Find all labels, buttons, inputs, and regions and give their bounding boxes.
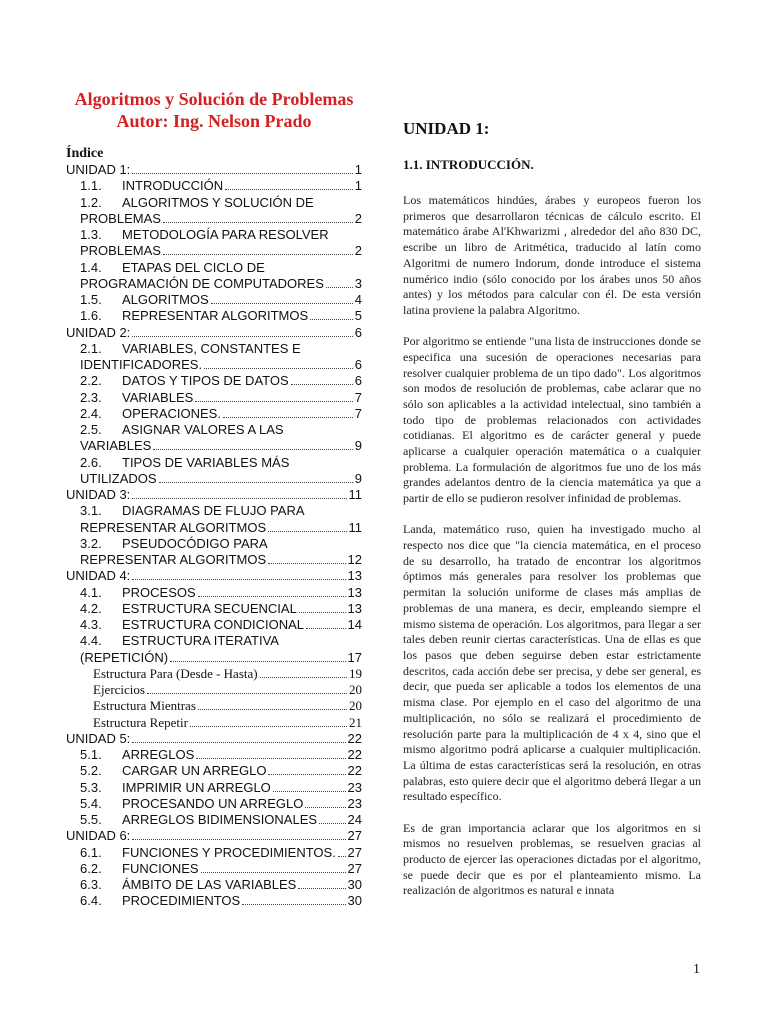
toc-page-number: 2 — [354, 210, 362, 226]
toc-entry[interactable] — [66, 292, 362, 308]
toc-entry-number: 6.1. — [80, 844, 102, 860]
toc-line — [93, 715, 362, 731]
toc-entry[interactable] — [66, 422, 362, 455]
toc-leader-dots — [310, 319, 353, 320]
toc-entry-title: DIAGRAMAS DE FLUJO PARA — [122, 503, 305, 519]
toc-page-number: 6 — [354, 357, 362, 372]
toc-entry-title: ALGORITMOS Y SOLUCIÓN DE — [122, 194, 314, 210]
toc-entry-title: PSEUDOCÓDIGO PARA — [122, 535, 268, 551]
toc-leader-dots — [153, 449, 352, 450]
toc-entry-title: DATOS Y TIPOS DE DATOS — [122, 373, 289, 389]
toc-entry-title: ESTRUCTURA CONDICIONAL — [122, 617, 305, 632]
toc-entry-title: ÁMBITO DE LAS VARIABLES — [122, 877, 297, 892]
toc-entry-number: 4.4. — [80, 633, 102, 649]
toc-entry[interactable] — [66, 780, 362, 796]
toc-leader-dots — [326, 287, 353, 288]
document-title: Algoritmos y Solución de Problemas — [74, 89, 354, 109]
toc-leader-dots — [223, 417, 353, 418]
toc-entry-number: 4.3. — [80, 617, 102, 632]
toc-unit-entry[interactable] — [66, 325, 362, 341]
toc-page-number: 7 — [354, 405, 362, 421]
page-number: 1 — [693, 962, 700, 977]
toc-entry-number: 5.4. — [80, 795, 102, 811]
toc-leader-dots — [170, 661, 345, 662]
toc-entry-title: Ejercicios — [93, 682, 145, 697]
toc-entry[interactable] — [66, 633, 362, 666]
toc-entry[interactable] — [66, 308, 362, 324]
toc-entry[interactable] — [66, 503, 362, 536]
toc-leader-dots — [268, 531, 346, 532]
toc-entry-number: 1.6. — [80, 308, 102, 324]
toc-entry-title: Estructura Repetir — [93, 714, 188, 730]
toc-entry[interactable] — [66, 617, 362, 633]
toc-entry[interactable] — [66, 585, 362, 601]
toc-entry-title: TIPOS DE VARIABLES MÁS — [122, 454, 290, 470]
toc-entry-number: 5.3. — [80, 779, 102, 795]
toc-line — [80, 438, 362, 454]
toc-page-number: 11 — [348, 487, 362, 502]
toc-line — [80, 633, 362, 649]
toc-entry-title: IMPRIMIR UN ARREGLO — [122, 779, 271, 795]
toc-line — [80, 601, 362, 617]
toc-leader-dots — [132, 498, 346, 499]
toc-line — [80, 861, 362, 877]
toc-page-number: 30 — [347, 893, 362, 909]
toc-entry[interactable] — [66, 682, 362, 698]
toc-page-number: 4 — [354, 292, 362, 307]
toc-entry-title: PROBLEMAS — [80, 243, 161, 259]
toc-entry[interactable] — [66, 227, 362, 260]
toc-entry[interactable] — [66, 260, 362, 293]
toc-entry-title: Estructura Mientras — [93, 698, 196, 714]
toc-line — [66, 487, 362, 503]
toc-entry-number: 2.5. — [80, 422, 102, 437]
toc-page-number: 20 — [349, 698, 362, 714]
toc-entry[interactable] — [66, 747, 362, 763]
toc-entry-number: 6.2. — [80, 860, 102, 876]
toc-line — [80, 471, 362, 487]
toc-line — [80, 747, 362, 763]
toc-line — [80, 455, 362, 471]
paragraph: Es de gran importancia aclarar que los algoritmos en si mismos no resuelven problemas, se resuelven gracias al producto de ejercer las operaciones dictadas por el algoritmo, se puede decir que es por el planteamiento mismo. La realización de algoritmos es natural e innata — [403, 820, 701, 898]
toc-entry-number: 3.1. — [80, 503, 102, 519]
toc-line — [80, 260, 362, 276]
toc-entry-title: UNIDAD 4: — [66, 568, 131, 584]
toc-unit-entry[interactable] — [66, 828, 362, 844]
document-author: Autor: Ing. Nelson Prado — [116, 111, 312, 131]
toc-heading: Índice — [66, 146, 104, 161]
toc-line — [80, 178, 362, 194]
toc-page-number: 5 — [354, 308, 362, 324]
toc-line — [80, 585, 362, 601]
toc-entry-number: 1.2. — [80, 194, 102, 210]
toc-leader-dots — [273, 791, 346, 792]
toc-leader-dots — [305, 807, 345, 808]
toc-leader-dots — [299, 612, 346, 613]
paragraph: Los matemáticos hindúes, árabes y europeos fueron los primeros que desarrollaron técnicas de cálculo escrito. El matemático árabe Al'Khwarizmi , alrededor del año 830 DC, escribe un libro de Aritmética, traducido al latín como Algoritmi de numero Indorum, donde introduce el sistema numérico indio (sólo conocido por los árabes unos 50 años antes) y los métodos para calcular con él. De esta versión latina proviene la palabra Algoritmo. — [403, 193, 701, 317]
toc-leader-dots — [132, 173, 352, 174]
toc-entry-number: 5.2. — [80, 763, 102, 779]
toc-entry-title: FUNCIONES Y PROCEDIMIENTOS. — [122, 844, 336, 860]
toc-entry-title: PROCESOS — [122, 584, 196, 600]
toc-entry-number: 5.1. — [80, 747, 102, 762]
toc-leader-dots — [338, 856, 346, 857]
toc-line — [93, 666, 362, 682]
toc-leader-dots — [242, 904, 345, 905]
toc-page-number: 13 — [347, 584, 362, 600]
toc-entry[interactable] — [66, 893, 362, 909]
toc-entry-number: 4.2. — [80, 600, 102, 616]
section-title: 1.1. INTRODUCCIÓN. — [403, 157, 534, 172]
toc-entry-number: 2.4. — [80, 405, 102, 421]
toc-entry[interactable] — [66, 763, 362, 779]
toc-entry-number: 6.4. — [80, 893, 102, 909]
toc-leader-dots — [159, 482, 353, 483]
toc-leader-dots — [225, 189, 353, 190]
table-of-contents — [66, 145, 362, 910]
toc-entry-number: 1.5. — [80, 292, 102, 307]
toc-leader-dots — [201, 872, 346, 873]
toc-page-number: 22 — [347, 763, 362, 779]
toc-entry-title: REPRESENTAR ALGORITMOS — [80, 519, 267, 535]
toc-page-number: 6 — [354, 324, 362, 340]
unit-title: UNIDAD 1: — [403, 119, 490, 138]
toc-line — [80, 520, 362, 536]
toc-line — [80, 845, 362, 861]
toc-entry-number: 2.1. — [80, 340, 102, 356]
toc-page-number: 9 — [354, 438, 362, 454]
toc-line — [80, 276, 362, 292]
toc-entry[interactable] — [66, 406, 362, 422]
toc-unit-entry[interactable] — [66, 487, 362, 503]
toc-unit-entry[interactable] — [66, 568, 362, 584]
toc-leader-dots — [204, 368, 353, 369]
toc-line — [80, 617, 362, 633]
toc-line — [66, 828, 362, 844]
toc-entry[interactable] — [66, 812, 362, 828]
toc-entry[interactable] — [66, 845, 362, 861]
toc-line — [93, 682, 362, 698]
toc-entry-title: PROCESANDO UN ARREGLO — [122, 795, 304, 811]
toc-page-number: 24 — [347, 812, 362, 827]
toc-line — [80, 292, 362, 308]
toc-leader-dots — [132, 336, 352, 337]
toc-entry-number: 2.6. — [80, 454, 102, 470]
toc-page-number: 23 — [347, 795, 362, 811]
toc-line — [80, 390, 362, 406]
toc-leader-dots — [132, 839, 345, 840]
toc-entry[interactable] — [66, 178, 362, 194]
toc-entry-title: ARREGLOS BIDIMENSIONALES — [122, 812, 318, 827]
toc-page-number: 20 — [349, 682, 362, 697]
toc-entry-title: CARGAR UN ARREGLO — [122, 763, 267, 779]
toc-entry-title: REPRESENTAR ALGORITMOS — [122, 308, 309, 324]
toc-entry-title: IDENTIFICADORES. — [80, 357, 203, 372]
toc-line — [80, 796, 362, 812]
toc-entry-number: 1.1. — [80, 178, 102, 194]
toc-leader-dots — [195, 401, 352, 402]
toc-leader-dots — [211, 303, 353, 304]
toc-entry-title: PROBLEMAS — [80, 210, 161, 226]
toc-line — [66, 162, 362, 178]
toc-line — [80, 406, 362, 422]
toc-entry-title: Estructura Para (Desde - Hasta) — [93, 665, 258, 681]
toc-page-number: 1 — [354, 162, 362, 177]
toc-entry-title: UNIDAD 5: — [66, 730, 131, 746]
toc-leader-dots — [268, 774, 345, 775]
toc-list — [66, 162, 362, 910]
toc-entry-title: PROCEDIMIENTOS — [122, 893, 241, 909]
toc-entry[interactable] — [66, 698, 362, 714]
toc-entry-number: 1.4. — [80, 259, 102, 275]
toc-entry-title: ASIGNAR VALORES A LAS — [122, 422, 284, 437]
toc-page-number: 21 — [349, 714, 362, 730]
toc-entry[interactable] — [66, 195, 362, 228]
toc-leader-dots — [298, 888, 345, 889]
toc-line — [66, 568, 362, 584]
toc-line — [80, 650, 362, 666]
toc-entry-title: VARIABLES, CONSTANTES E — [122, 340, 301, 356]
toc-leader-dots — [190, 726, 347, 727]
toc-entry[interactable] — [66, 877, 362, 893]
toc-entry-title: ARREGLOS — [122, 747, 195, 762]
toc-page-number: 13 — [347, 600, 362, 616]
toc-line — [80, 763, 362, 779]
toc-entry-title: VARIABLES — [80, 438, 152, 454]
toc-line — [80, 877, 362, 893]
toc-entry-title: UNIDAD 2: — [66, 324, 131, 340]
toc-line — [80, 893, 362, 909]
toc-entry[interactable] — [66, 536, 362, 569]
toc-entry-title: METODOLOGÍA PARA RESOLVER — [122, 227, 329, 242]
toc-leader-dots — [163, 222, 353, 223]
toc-leader-dots — [147, 693, 347, 694]
toc-line — [80, 211, 362, 227]
toc-line — [80, 195, 362, 211]
toc-entry-title: (REPETICIÓN) — [80, 649, 169, 665]
toc-leader-dots — [198, 709, 347, 710]
toc-page-number: 1 — [354, 178, 362, 194]
toc-line — [80, 227, 362, 243]
toc-leader-dots — [196, 758, 345, 759]
toc-entry-title: ALGORITMOS — [122, 292, 209, 307]
toc-page-number: 3 — [354, 275, 362, 291]
main-content — [403, 118, 701, 915]
toc-entry[interactable] — [66, 373, 362, 389]
toc-entry-number: 1.3. — [80, 227, 102, 242]
toc-leader-dots — [319, 823, 345, 824]
toc-line — [80, 552, 362, 568]
toc-entry[interactable] — [66, 455, 362, 488]
paragraph: Por algoritmo se entiende "una lista de instrucciones donde se especifica una sucesión de operaciones necesarias para resolver cualquier problema de un tipo dado". Los algoritmos son modos de resolución de problemas, cabe aclarar que no sólo son aplicables a la actividad intelectual, sino también a todo tipo de problemas relacionados con actividades cotidianas. El algoritmo es de carácter general y puede aplicarse a cualquier operación matemática o a cualquier problema. La formulación de algoritmos fue uno de los más grandes adelantos dentro de la ciencia matemática ya que a partir de ello se pudieron resolver infinidad de problemas. — [403, 334, 701, 506]
toc-leader-dots — [132, 579, 345, 580]
toc-leader-dots — [163, 254, 353, 255]
toc-entry[interactable] — [66, 601, 362, 617]
toc-page-number: 27 — [347, 844, 362, 860]
toc-page-number: 6 — [354, 373, 362, 389]
toc-line — [80, 422, 362, 438]
toc-entry-title: OPERACIONES. — [122, 405, 221, 421]
toc-page-number: 13 — [347, 568, 362, 584]
toc-page-number: 9 — [354, 470, 362, 486]
toc-leader-dots — [291, 384, 353, 385]
toc-entry-title: UTILIZADOS — [80, 470, 157, 486]
toc-line — [80, 536, 362, 552]
toc-line — [93, 698, 362, 714]
toc-leader-dots — [198, 596, 346, 597]
toc-leader-dots — [132, 742, 345, 743]
toc-entry-title: ESTRUCTURA SECUENCIAL — [122, 600, 297, 616]
toc-entry-number: 6.3. — [80, 877, 102, 892]
toc-line — [80, 812, 362, 828]
toc-page-number: 27 — [347, 860, 362, 876]
toc-entry[interactable] — [66, 390, 362, 406]
toc-page-number: 30 — [347, 877, 362, 892]
toc-entry-number: 4.1. — [80, 584, 102, 600]
toc-leader-dots — [306, 628, 346, 629]
toc-line — [80, 357, 362, 373]
toc-entry-title: INTRODUCCIÓN — [122, 178, 224, 194]
toc-entry-title: REPRESENTAR ALGORITMOS — [80, 552, 267, 567]
toc-entry-number: 3.2. — [80, 535, 102, 551]
toc-page-number: 27 — [347, 828, 362, 844]
toc-entry-title: UNIDAD 1: — [66, 162, 131, 177]
toc-line — [66, 731, 362, 747]
toc-page-number: 22 — [347, 730, 362, 746]
toc-entry-title: ESTRUCTURA ITERATIVA — [122, 633, 279, 649]
toc-page-number: 12 — [347, 552, 362, 567]
toc-entry-number: 2.2. — [80, 373, 102, 389]
toc-entry-title: FUNCIONES — [122, 860, 199, 876]
toc-line — [80, 243, 362, 259]
toc-line — [80, 373, 362, 389]
toc-entry[interactable] — [66, 666, 362, 682]
toc-entry[interactable] — [66, 341, 362, 374]
toc-line — [80, 308, 362, 324]
toc-unit-entry[interactable] — [66, 162, 362, 178]
toc-leader-dots — [268, 563, 345, 564]
toc-unit-entry[interactable] — [66, 731, 362, 747]
toc-entry-number: 5.5. — [80, 812, 102, 827]
toc-page-number: 19 — [349, 665, 362, 681]
toc-line — [80, 780, 362, 796]
toc-page-number: 17 — [347, 649, 362, 665]
toc-line — [66, 325, 362, 341]
toc-page-number: 2 — [354, 243, 362, 259]
toc-line — [80, 503, 362, 519]
toc-page-number: 23 — [347, 779, 362, 795]
toc-page-number: 11 — [348, 519, 362, 535]
toc-leader-dots — [260, 677, 347, 678]
toc-entry[interactable] — [66, 796, 362, 812]
paragraph: Landa, matemático ruso, quien ha investigado mucho al respecto nos dice que "la ciencia matemática, en el proceso de su desarrollo, ha tratado de encontrar los algoritmos óptimos más generales para resolver los problemas que permitan la solución uniforme de clases más amplias de problemas de una manera, es decir, empleando siempre el mismo sistema de operación. Los algoritmos, para llegar a ser tales deben reunir ciertas características. Una de ellas es que los pasos que deben seguirse deben estar estrictamente descritos, cada acción debe ser precisa, y debe ser general, es decir, que pueda ser aplicable a todos los elementos de una misma clase. Por ejemplo en el caso del algoritmo de una multiplicación, no sólo se realizará el procedimiento de resolución parte para la multiplicación de 4 x 4, sino que el mismo algoritmo podrá aplicarse a cualquier multiplicación. La última de estas características será la resolución, en otras palabras, esto quiere decir que el algoritmo deberá llegar a un resultado específico. — [403, 522, 701, 804]
toc-entry-number: 2.3. — [80, 389, 102, 405]
toc-entry[interactable] — [66, 861, 362, 877]
toc-entry-title: UNIDAD 6: — [66, 828, 131, 844]
toc-entry-title: VARIABLES — [122, 389, 194, 405]
toc-page-number: 14 — [347, 617, 362, 632]
toc-entry-title: UNIDAD 3: — [66, 487, 131, 502]
toc-entry[interactable] — [66, 715, 362, 731]
toc-line — [80, 341, 362, 357]
toc-entry-title: PROGRAMACIÓN DE COMPUTADORES — [80, 275, 324, 291]
toc-page-number: 7 — [354, 389, 362, 405]
toc-entry-title: ETAPAS DEL CICLO DE — [122, 259, 265, 275]
toc-page-number: 22 — [347, 747, 362, 762]
